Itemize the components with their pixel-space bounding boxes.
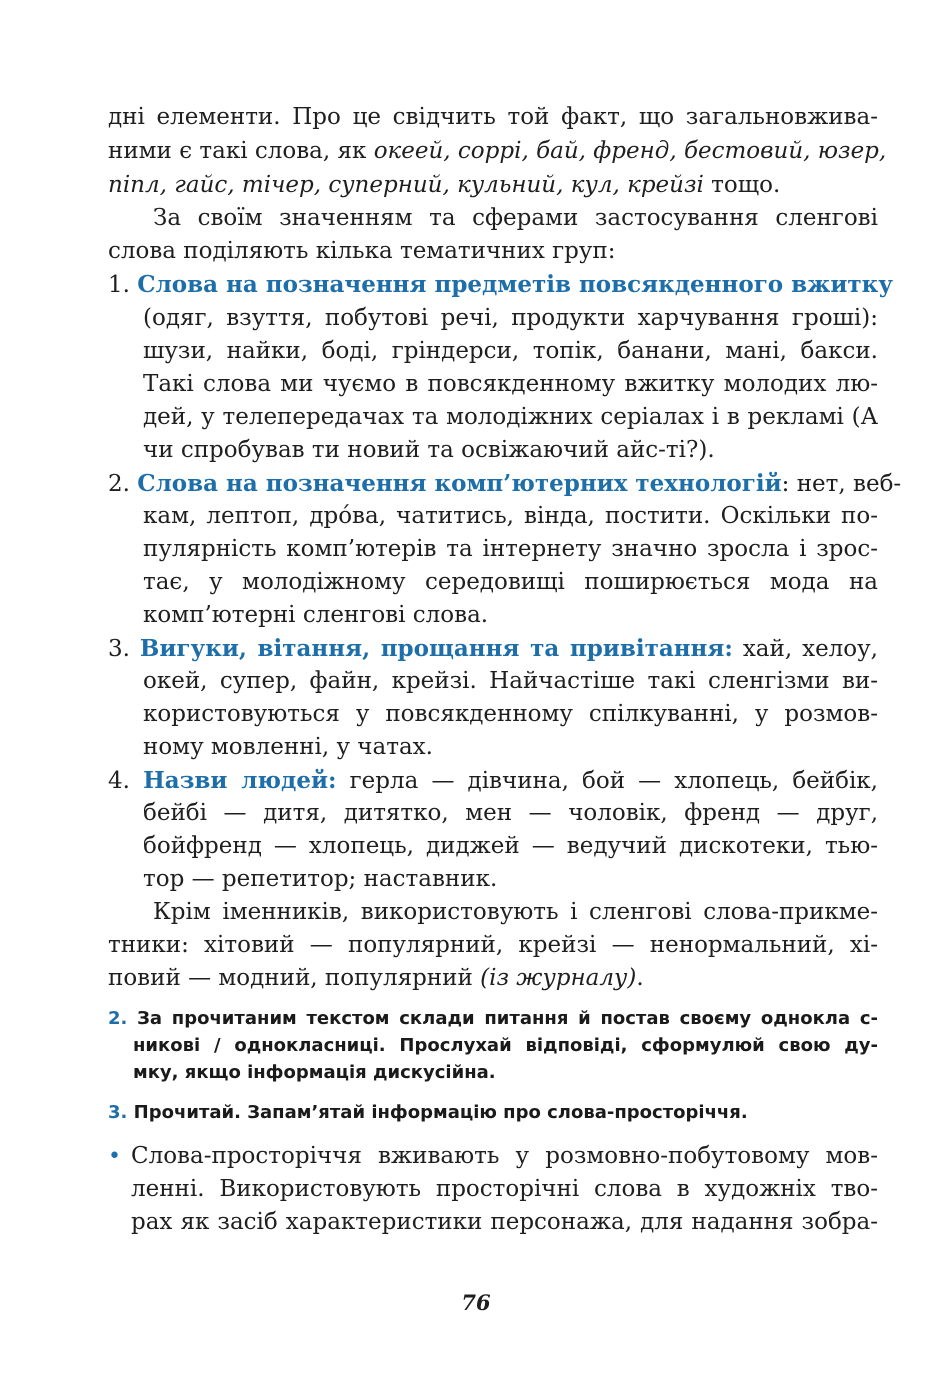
group-3-line: користовуються у повсякденному спілкуванні, у розмов- <box>143 701 878 727</box>
paragraph-3-line-3: повий — модний, популярний (із журналу). <box>108 965 644 991</box>
group-3-line: окей, супер, файн, крейзі. Найчастіше такі сленгізми ви- <box>143 668 878 694</box>
intro-line-3: піпл, гайс, тічер, суперний, кульний, кул, крейзі тощо. <box>108 172 781 198</box>
task-2-line-2: никові / однокласниці. Прослухай відповіді, сформулюй свою ду- <box>133 1035 878 1056</box>
group-1-line: Такі слова ми чуємо в повсякденному вжитку молодих лю- <box>143 371 878 397</box>
group-2-line: тає, у молодіжному середовищі поширюється мода на <box>143 569 878 595</box>
task-3-number: 3. <box>108 1102 128 1123</box>
group-3-heading-line: 3. Вигуки, вітання, прощання та привітання: хай, хелоу, <box>108 635 878 662</box>
group-4-line: бейбі — дитя, дитятко, мен — чоловік, френд — друг, <box>143 800 878 826</box>
group-1-heading-line: 1. Слова на позначення предметів повсякденного вжитку <box>108 271 893 298</box>
task-3-line: 3. Прочитай. Запам’ятай інформацію про слова-просторіччя. <box>108 1102 748 1123</box>
paragraph-3-line-1: Крім іменників, використовують і сленгові слова-прикме- <box>153 899 878 925</box>
group-3-line: ному мовленні, у чатах. <box>143 734 433 760</box>
paragraph-2-line-1: За своїм значенням та сферами застосування сленгові <box>153 205 878 231</box>
intro-line-2: ними є такі слова, як океей, соррі, бай, френд, бестовий, юзер, <box>108 138 887 164</box>
task-2-line-3: мку, якщо інформація дискусійна. <box>133 1062 496 1083</box>
group-4-heading: Назви людей: <box>143 767 337 794</box>
group-2-line: пулярність комп’ютерів та інтернету значно зросла і зрос- <box>143 536 878 562</box>
paragraph-3-line-2: тники: хітовий — популярний, крейзі — ненормальний, хі- <box>108 932 878 958</box>
group-1-line: (одяг, взуття, побутові речі, продукти харчування гроші): <box>143 305 878 331</box>
page-number: 76 <box>461 1290 491 1315</box>
group-2-heading: Слова на позначення комп’ютерних технологій <box>137 470 782 497</box>
group-4-line: бойфренд — хлопець, диджей — ведучий дискотеки, тью- <box>143 833 878 859</box>
group-1-line: чи спробував ти новий та освіжаючий айс-ті?). <box>143 437 715 463</box>
group-2-heading-line: 2. Слова на позначення комп’ютерних технологій: нет, веб- <box>108 470 902 497</box>
group-4-line: тор — репетитор; наставник. <box>143 866 498 892</box>
bullet-paragraph-line: ленні. Використовують просторічні слова в художніх тво- <box>131 1176 878 1202</box>
intro-line-1: дні елементи. Про це свідчить той факт, що загальновжива- <box>108 104 878 130</box>
paragraph-2-line-2: слова поділяють кілька тематичних груп: <box>108 238 616 264</box>
group-2-line: кам, лептоп, дро́ва, чатитись, вінда, постити. Оскільки по- <box>143 503 878 529</box>
group-1-line: шузи, найки, боді, гріндерси, топік, банани, мані, бакси. <box>143 338 878 364</box>
bullet-paragraph-line: рах як засіб характеристики персонажа, для надання зобра- <box>131 1209 878 1235</box>
bullet-paragraph-line: Слова-просторіччя вживають у розмовно-побутовому мов- <box>131 1143 878 1169</box>
group-4-heading-line: 4. Назви людей: герла — дівчина, бой — хлопець, бейбік, <box>108 767 878 794</box>
group-1-heading: Слова на позначення предметів повсякденного вжитку <box>137 271 893 298</box>
group-2-line: комп’ютерні сленгові слова. <box>143 602 489 628</box>
task-2-number: 2. <box>108 1008 128 1029</box>
group-1-line: дей, у телепередачах та молодіжних серіалах і в рекламі (А <box>143 404 878 430</box>
group-3-heading: Вигуки, вітання, прощання та привітання: <box>139 635 733 662</box>
task-2-line-1: 2. За прочитаним текстом склади питання й постав своєму однокла с- <box>108 1008 878 1029</box>
bullet-icon: • <box>108 1144 121 1169</box>
